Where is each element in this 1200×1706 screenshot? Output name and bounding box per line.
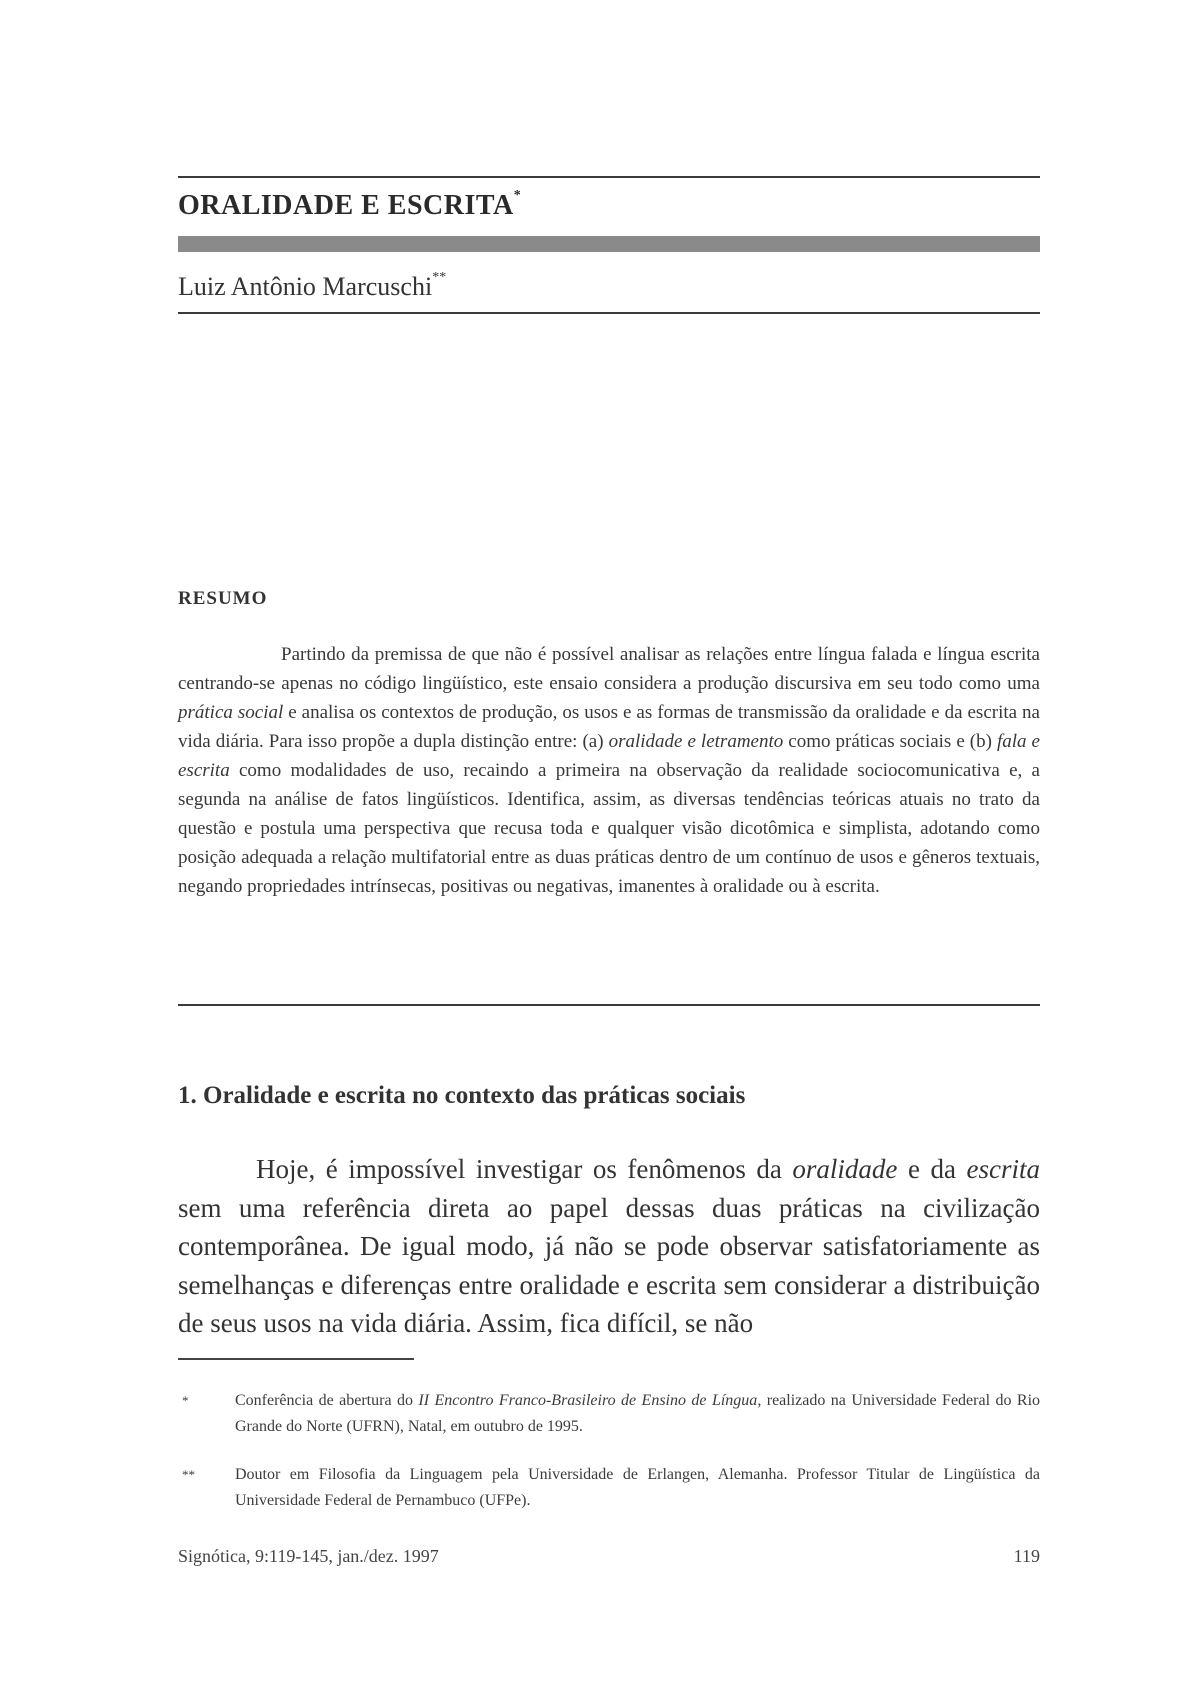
footnote-2-text: Doutor em Filosofia da Linguagem pela Universidade de Erlangen, Alemanha. Professor Titular de Lingüística da Universidade Federal de Pernambuco (UFPe). (235, 1466, 1040, 1509)
abstract-heading: RESUMO (178, 588, 268, 609)
header-top-rule (178, 176, 1040, 178)
abstract-paragraph: Partindo da premissa de que não é possível analisar as relações entre língua falada e língua escrita centrando-se apenas no código lingüístico, este ensaio considera a produção discursiva em seu todo como uma prática social e analisa os contextos de produção, os usos e as formas de transmissão da oralidade e da escrita na vida diária. Para isso propõe a dupla distinção entre: (a) oralidade e letramento como práticas sociais e (b) fala e escrita como modalidades de uso, recaindo a primeira na observação da realidade sociocomunicativa e, a segunda na análise de fatos lingüísticos. Identifica, assim, as diversas tendências teóricas atuais no trato da questão e postula uma perspectiva que recusa toda e qualquer visão dicotômica e simplista, adotando como posição adequada a relação multifatorial entre as duas práticas dentro de um contínuo de usos e gêneros textuais, negando propriedades intrínsecas, positivas ou negativas, imanentes à oralidade ou à escrita. (178, 644, 1040, 897)
footnote-separator (178, 1358, 414, 1360)
section-body (178, 1150, 1040, 1343)
footnote-1-text: Conferência de abertura do II Encontro Franco-Brasileiro de Ensino de Língua, realizado na Universidade Federal do Rio Grande do Norte (UFRN), Natal, em outubro de 1995. (235, 1392, 1041, 1435)
body-paragraph: Hoje, é impossível investigar os fenômenos da oralidade e da escrita sem uma referência direta ao papel dessas duas práticas na civilização contemporânea. De igual modo, já não se pode observar satisfatoriamente as semelhanças e diferenças entre oralidade e escrita sem considerar a distribuição de seus usos na vida diária. Assim, fica difícil, se não (178, 1154, 1041, 1339)
journal-citation: Signótica, 9:119-145, jan./dez. 1997 (178, 1546, 439, 1566)
article-author: Luiz Antônio Marcuschi** (178, 270, 447, 301)
article-title: ORALIDADE E ESCRITA* (178, 188, 522, 221)
abstract-bottom-rule (178, 1004, 1040, 1006)
author-bottom-rule (178, 312, 1040, 314)
title-decorative-bar (178, 236, 1040, 252)
footnote-2 (178, 1462, 1040, 1514)
author-footnote-mark: ** (432, 270, 447, 285)
title-footnote-mark: * (513, 188, 522, 203)
footnote-1-mark: * (182, 1393, 189, 1408)
footnote-2-mark: ** (182, 1467, 195, 1482)
page-number: 119 (1013, 1546, 1040, 1566)
footnote-1 (178, 1388, 1040, 1440)
abstract-body (178, 640, 1040, 901)
section-heading: 1. Oralidade e escrita no contexto das práticas sociais (178, 1082, 746, 1109)
